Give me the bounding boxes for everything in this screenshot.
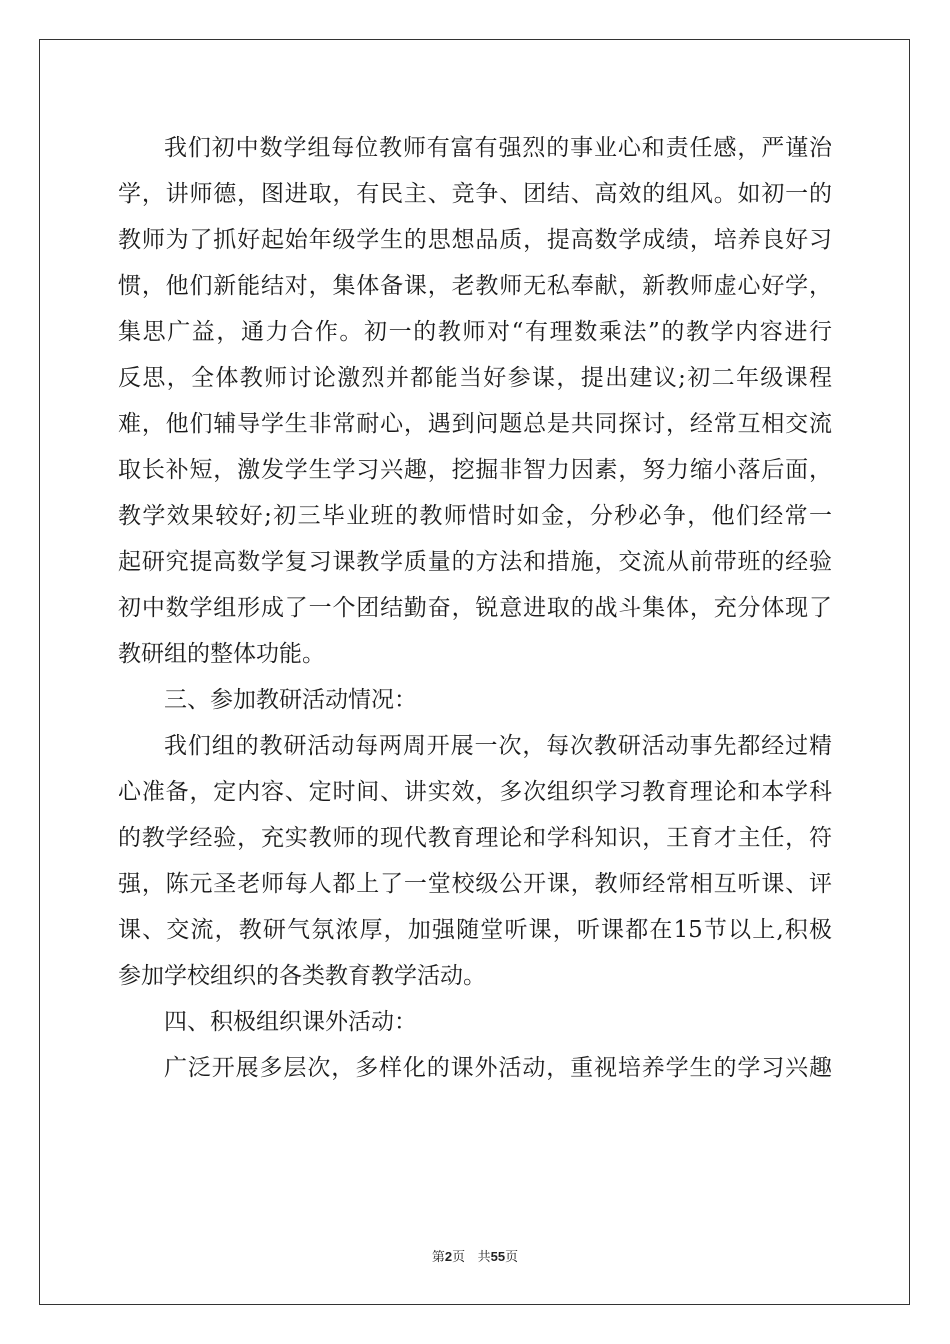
text-line: 学，讲师德，图进取，有民主、竞争、团结、高效的组风。如初一的 bbox=[118, 181, 832, 207]
text-line: 反思，全体教师讨论激烈并都能当好参谋，提出建议;初二年级课程 bbox=[118, 365, 832, 391]
text-line: 我们初中数学组每位教师有富有强烈的事业心和责任感，严谨治 bbox=[164, 135, 832, 161]
total-prefix: 共 bbox=[477, 1250, 491, 1265]
section-heading: 四、积极组织课外活动： bbox=[164, 1009, 417, 1035]
page-footer bbox=[0, 1246, 950, 1265]
page-prefix: 第 bbox=[431, 1250, 445, 1265]
text-line: 初中数学组形成了一个团结勤奋，锐意进取的战斗集体，充分体现了 bbox=[118, 595, 832, 621]
page-suffix: 页 bbox=[452, 1250, 466, 1265]
text-line: 集思广益，通力合作。初一的教师对“有理数乘法”的教学内容进行 bbox=[118, 319, 832, 345]
text-line: 广泛开展多层次，多样化的课外活动，重视培养学生的学习兴趣 bbox=[164, 1055, 832, 1081]
text-line: 心准备，定内容、定时间、讲实效，多次组织学习教育理论和本学科 bbox=[118, 779, 832, 805]
text-line: 惯，他们新能结对，集体备课，老教师无私奉献，新教师虚心好学， bbox=[118, 273, 832, 299]
text-line: 的教学经验，充实教师的现代教育理论和学科知识，王育才主任，符 bbox=[118, 825, 832, 851]
text-line: 教学效果较好;初三毕业班的教师惜时如金，分秒必争，他们经常一 bbox=[118, 503, 832, 529]
text-line: 教师为了抓好起始年级学生的思想品质，提高数学成绩，培养良好习 bbox=[118, 227, 832, 253]
text-line: 强，陈元圣老师每人都上了一堂校级公开课，教师经常相互听课、评 bbox=[118, 871, 832, 897]
text-line: 起研究提高数学复习课教学质量的方法和措施，交流从前带班的经验 bbox=[118, 549, 832, 575]
section-heading: 三、参加教研活动情况： bbox=[164, 687, 417, 713]
document-body bbox=[118, 125, 832, 1091]
text-line: 参加学校组织的各类教育教学活动。 bbox=[118, 963, 486, 989]
text-line: 难，他们辅导学生非常耐心，遇到问题总是共同探讨，经常互相交流 bbox=[118, 411, 832, 437]
text-line: 我们组的教研活动每两周开展一次，每次教研活动事先都经过精 bbox=[164, 733, 832, 759]
text-line: 课、交流，教研气氛浓厚，加强随堂听课，听课都在15节以上,积极 bbox=[118, 917, 832, 943]
text-line: 教研组的整体功能。 bbox=[118, 641, 325, 667]
text-line: 取长补短，激发学生学习兴趣，挖掘非智力因素，努力缩小落后面， bbox=[118, 457, 832, 483]
total-pages: 55 bbox=[490, 1249, 506, 1264]
page-number: 2 bbox=[444, 1249, 453, 1264]
total-suffix: 页 bbox=[505, 1250, 519, 1265]
